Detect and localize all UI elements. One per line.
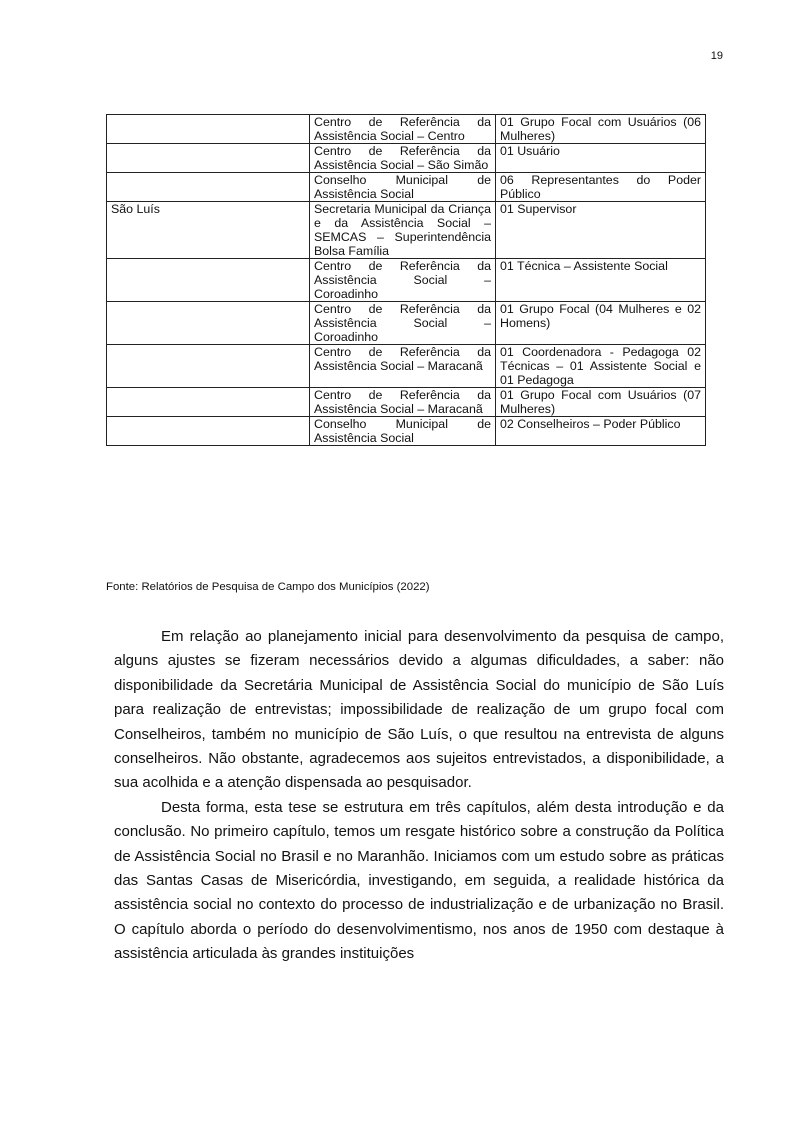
municipality-cell	[107, 173, 310, 202]
table-row	[107, 345, 706, 388]
table-row	[107, 202, 706, 259]
body-text	[114, 625, 724, 967]
institution-cell: Conselho Municipal de Assistência Social	[310, 173, 496, 202]
table-row	[107, 302, 706, 345]
institution-cell: Centro de Referência da Assistência Social – Centro	[310, 115, 496, 144]
institution-cell: Centro de Referência da Assistência Social – Coroadinho	[310, 259, 496, 302]
municipality-cell	[107, 259, 310, 302]
institution-cell: Secretaria Municipal da Criança e da Assistência Social – SEMCAS – Superintendência Bolsa Família	[310, 202, 496, 259]
institution-cell: Centro de Referência da Assistência Social – São Simão	[310, 144, 496, 173]
institution-cell: Centro de Referência da Assistência Social – Maracanã	[310, 345, 496, 388]
paragraph: Desta forma, esta tese se estrutura em três capítulos, além desta introdução e da conclusão. No primeiro capítulo, temos um resgate histórico sobre a construção da Política de Assistência Social no Brasil e no Maranhão. Iniciamos com um estudo sobre as práticas das Santas Casas de Misericórdia, investigando, em seguida, a realidade histórica da assistência social no contexto do processo de industrialização e de urbanização no Brasil. O capítulo aborda o período do desenvolvimentismo, nos anos de 1950 com destaque à assistência articulada às grandes instituições	[114, 798, 724, 963]
participants-cell: 01 Grupo Focal (04 Mulheres e 02 Homens)	[496, 302, 706, 345]
municipality-cell	[107, 302, 310, 345]
table-source: Fonte: Relatórios de Pesquisa de Campo dos Municípios (2022)	[106, 581, 430, 593]
municipality-cell	[107, 144, 310, 173]
participants-cell: 06 Representantes do Poder Público	[496, 173, 706, 202]
participants-cell: 01 Usuário	[496, 144, 706, 173]
table-row	[107, 144, 706, 173]
participants-cell: 01 Coordenadora - Pedagoga 02 Técnicas – 01 Assistente Social e 01 Pedagoga	[496, 345, 706, 388]
municipality-cell: São Luís	[107, 202, 310, 259]
field-research-table	[106, 114, 706, 446]
municipality-cell	[107, 115, 310, 144]
participants-cell: 01 Grupo Focal com Usuários (07 Mulheres)	[496, 388, 706, 417]
table-row	[107, 417, 706, 446]
page-number: 19	[710, 50, 723, 62]
institution-cell: Conselho Municipal de Assistência Social	[310, 417, 496, 446]
municipality-cell	[107, 417, 310, 446]
table-row	[107, 259, 706, 302]
paragraph: Em relação ao planejamento inicial para desenvolvimento da pesquisa de campo, alguns ajustes se fizeram necessários devido a algumas dificuldades, a saber: não disponibilidade da Secretária Municipal de Assistência Social do município de São Luís para realização de entrevistas; impossibilidade de realização de um grupo focal com Conselheiros, também no município de São Luís, o que resultou na entrevista de alguns conselheiros. Não obstante, agradecemos aos sujeitos entrevistados, a disponibilidade, a sua acolhida e a atenção dispensada ao pesquisador.	[114, 628, 724, 792]
table-row	[107, 388, 706, 417]
table-row	[107, 115, 706, 144]
participants-cell: 01 Supervisor	[496, 202, 706, 259]
participants-cell: 01 Grupo Focal com Usuários (06 Mulheres)	[496, 115, 706, 144]
institution-cell: Centro de Referência da Assistência Social – Maracanã	[310, 388, 496, 417]
municipality-cell	[107, 388, 310, 417]
participants-cell: 01 Técnica – Assistente Social	[496, 259, 706, 302]
participants-cell: 02 Conselheiros – Poder Público	[496, 417, 706, 446]
municipality-cell	[107, 345, 310, 388]
institution-cell: Centro de Referência da Assistência Social – Coroadinho	[310, 302, 496, 345]
table-row	[107, 173, 706, 202]
